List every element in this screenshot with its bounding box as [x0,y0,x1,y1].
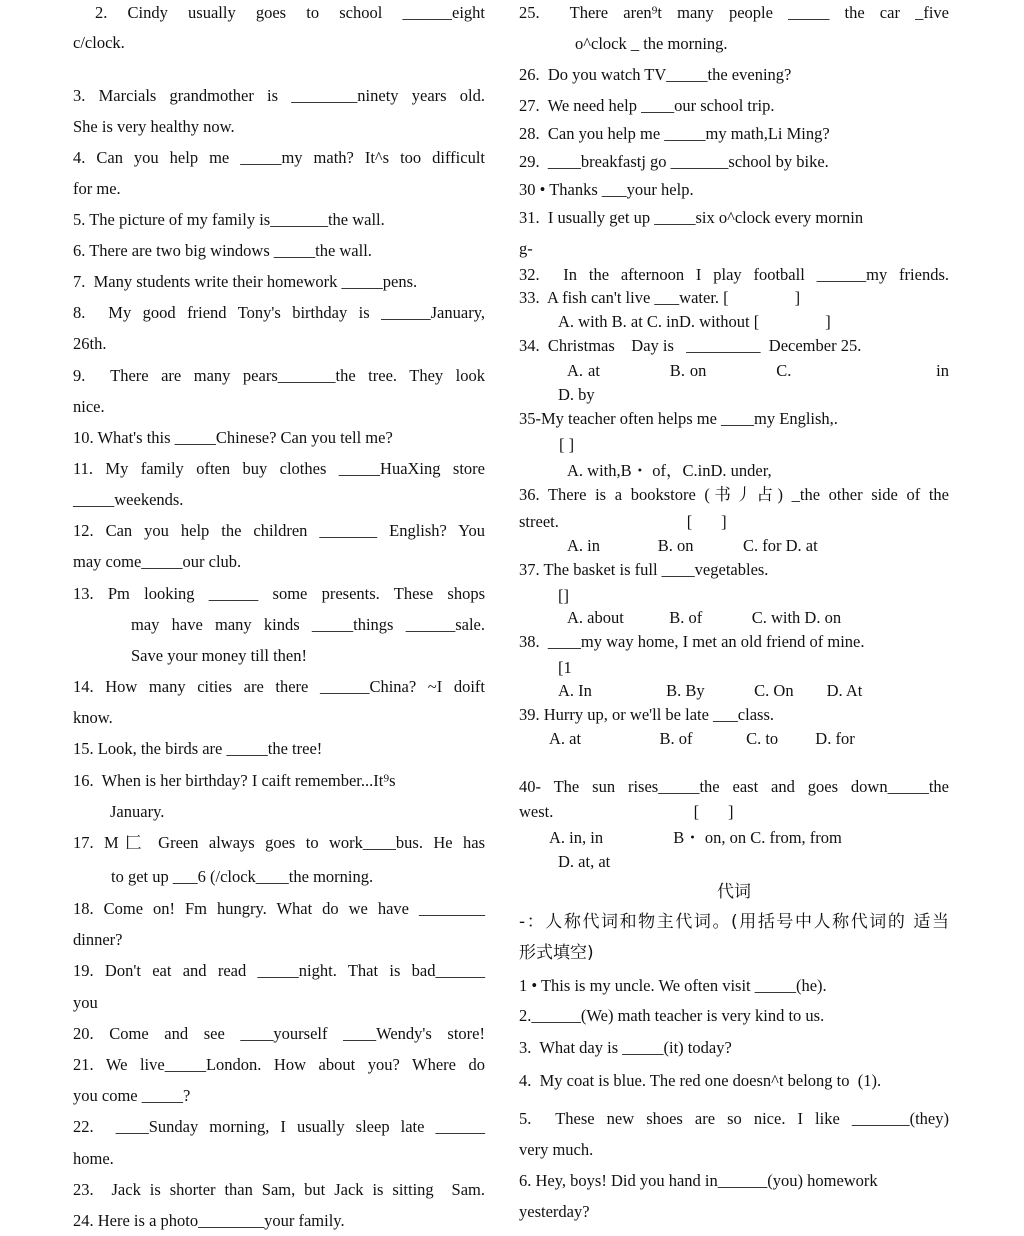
exercise-text-line: 10. What's this _____Chinese? Can you tell me? [73,428,393,447]
exercise-text-line: g- [519,239,533,258]
exercise-text-line: 16. When is her birthday? I caift remember...It⁹s [73,771,396,790]
exercise-text-line: 6. Hey, boys! Did you hand in______(you) homework [519,1171,878,1190]
exercise-text-line: 19. Don't eat and read _____night. That is bad______ [73,961,485,980]
exercise-text-line: 34. Christmas Day is _________ December 25. [519,336,862,355]
exercise-text-line: 40- The sun rises_____the east and goes down_____the [519,777,949,796]
exercise-text-line: 4. Can you help me _____my math? It^s too difficult [73,148,485,167]
exercise-text-line: 2.______(We) math teacher is very kind to us. [519,1006,825,1025]
exercise-text-line: Save your money till then! [131,646,307,665]
exercise-text-line: very much. [519,1140,594,1159]
exercise-text-line: for me. [73,179,121,198]
exercise-text-line: 6. There are two big windows _____the wall. [73,241,372,260]
exercise-text-line: yesterday? [519,1202,590,1221]
exercise-text-line: o^clock _ the morning. [575,34,728,53]
exercise-text-line: 5. The picture of my family is_______the wall. [73,210,385,229]
exercise-text-line: 30 • Thanks ___your help. [519,180,694,199]
exercise-text-line: She is very healthy now. [73,117,235,136]
exercise-text-line: you [73,993,98,1012]
exercise-text-line: 3. What day is _____(it) today? [519,1038,732,1057]
exercise-text-line: 9. There are many pears_______the tree. They look [73,366,485,385]
exercise-text-line: D. by [558,385,595,404]
exercise-text-line: 8. My good friend Tony's birthday is ______January, [73,303,485,322]
exercise-text-line: [1 [558,658,572,677]
exercise-text-line: 35-My teacher often helps me ____my English,. [519,409,838,428]
exercise-text-line: A. in, in B・ on, on C. from, from [549,828,842,847]
exercise-text-line: 21. We live_____London. How about you? Where do [73,1055,485,1074]
exercise-text-line: 12. Can you help the children _______ English? You [73,521,485,540]
exercise-text-line: 15. Look, the birds are _____the tree! [73,739,323,758]
exercise-text-line: A. with,B・ of，C.inD. under, [567,461,772,480]
exercise-text-line: 26. Do you watch TV_____the evening? [519,65,792,84]
exercise-text-line: 24. Here is a photo________your family. [73,1211,345,1230]
exercise-text-line: 39. Hurry up, or we'll be late ___class. [519,705,774,724]
exercise-text-line: [ ] [559,435,575,454]
exercise-text-line: dinner? [73,930,123,949]
exercise-text-line: -：人称代词和物主代词。(用括号中人称代词的 适当 [519,912,949,932]
exercise-text-line: 1 • This is my uncle. We often visit _____(he). [519,976,827,995]
exercise-text-line: west. [ ] [519,802,734,821]
exercise-text-line: 18. Come on! Fm hungry. What do we have ________ [73,899,485,918]
exercise-text-line: 17. M匚 Green always goes to work____bus. He has [73,833,485,852]
exercise-text-line: know. [73,708,113,727]
exercise-text-line: 20. Come and see ____yourself ____Wendy's store! [73,1024,485,1043]
exercise-text-line: home. [73,1149,114,1168]
exercise-text-line: January. [110,802,165,821]
exercise-text-line: 36. There is a bookstore (书丿占) _the other side of the [519,485,949,504]
exercise-text-line: D. at, at [558,852,611,871]
exercise-text-line: 5. These new shoes are so nice. I like _______(they) [519,1109,949,1128]
exercise-text-line: 7. Many students write their homework _____pens. [73,272,418,291]
exercise-text-line: 38. ____my way home, I met an old friend of mine. [519,632,865,651]
exercise-text-line: 4. My coat is blue. The red one doesn^t belong to (1). [519,1071,882,1090]
exercise-text-line: may come_____our club. [73,552,242,571]
exercise-text-line: c/clock. [73,33,125,52]
exercise-text-line: 23. Jack is shorter than Sam, but Jack is sitting Sam. [73,1180,485,1199]
exercise-text-line: A. at B. on C. in [567,361,949,380]
exercise-text-line: 32. In the afternoon I play football ______my friends. [519,265,949,284]
exercise-text-line: 代词 [717,882,751,902]
exercise-text-line: 22. ____Sunday morning, I usually sleep late ______ [73,1117,485,1136]
exercise-text-line: 27. We need help ____our school trip. [519,96,775,115]
exercise-text-line: 11. My family often buy clothes _____HuaXing store [73,459,485,478]
exercise-text-line: 33. A fish can't live ___water. [ ] [519,288,801,307]
exercise-text-line: A. about B. of C. with D. on [567,608,842,627]
exercise-text-line: 14. How many cities are there ______China? ~I doift [73,677,485,696]
exercise-text-line: 3. Marcials grandmother is ________ninety years old. [73,86,485,105]
left-column [73,0,485,1236]
exercise-text-line: you come _____? [73,1086,191,1105]
exercise-text-line: A. in B. on C. for D. at [567,536,818,555]
exercise-text-line: may have many kinds _____things ______sale. [131,615,485,634]
exercise-text-line: 25. There aren⁹t many people _____ the car _five [519,3,949,22]
exercise-text-line: 13. Pm looking ______ some presents. These shops [73,584,485,603]
exercise-text-line: 37. The basket is full ____vegetables. [519,560,769,579]
exercise-text-line: _____weekends. [73,490,184,509]
exercise-text-line: nice. [73,397,105,416]
exercise-text-line: 26th. [73,334,107,353]
exercise-text-line: 31. I usually get up _____six o^clock every mornin [519,208,864,227]
exercise-text-line: 29. ____breakfastj go _______school by bike. [519,152,829,171]
exercise-text-line: 形式填空) [519,943,594,963]
exercise-text-line: [] [558,586,569,605]
exercise-text-line: street. [ ] [519,512,727,531]
exercise-text-line: A. at B. of C. to D. for [549,729,855,748]
exercise-text-line: to get up ___6 (/clock____the morning. [111,867,374,886]
exercise-text-line: A. In B. By C. On D. At [558,681,863,700]
exercise-text-line: A. with B. at C. inD. without [ ] [558,312,831,331]
exercise-text-line: 28. Can you help me _____my math,Li Ming? [519,124,830,143]
right-column [519,0,949,1236]
exercise-text-line: 2. Cindy usually goes to school ______eight [95,3,485,22]
